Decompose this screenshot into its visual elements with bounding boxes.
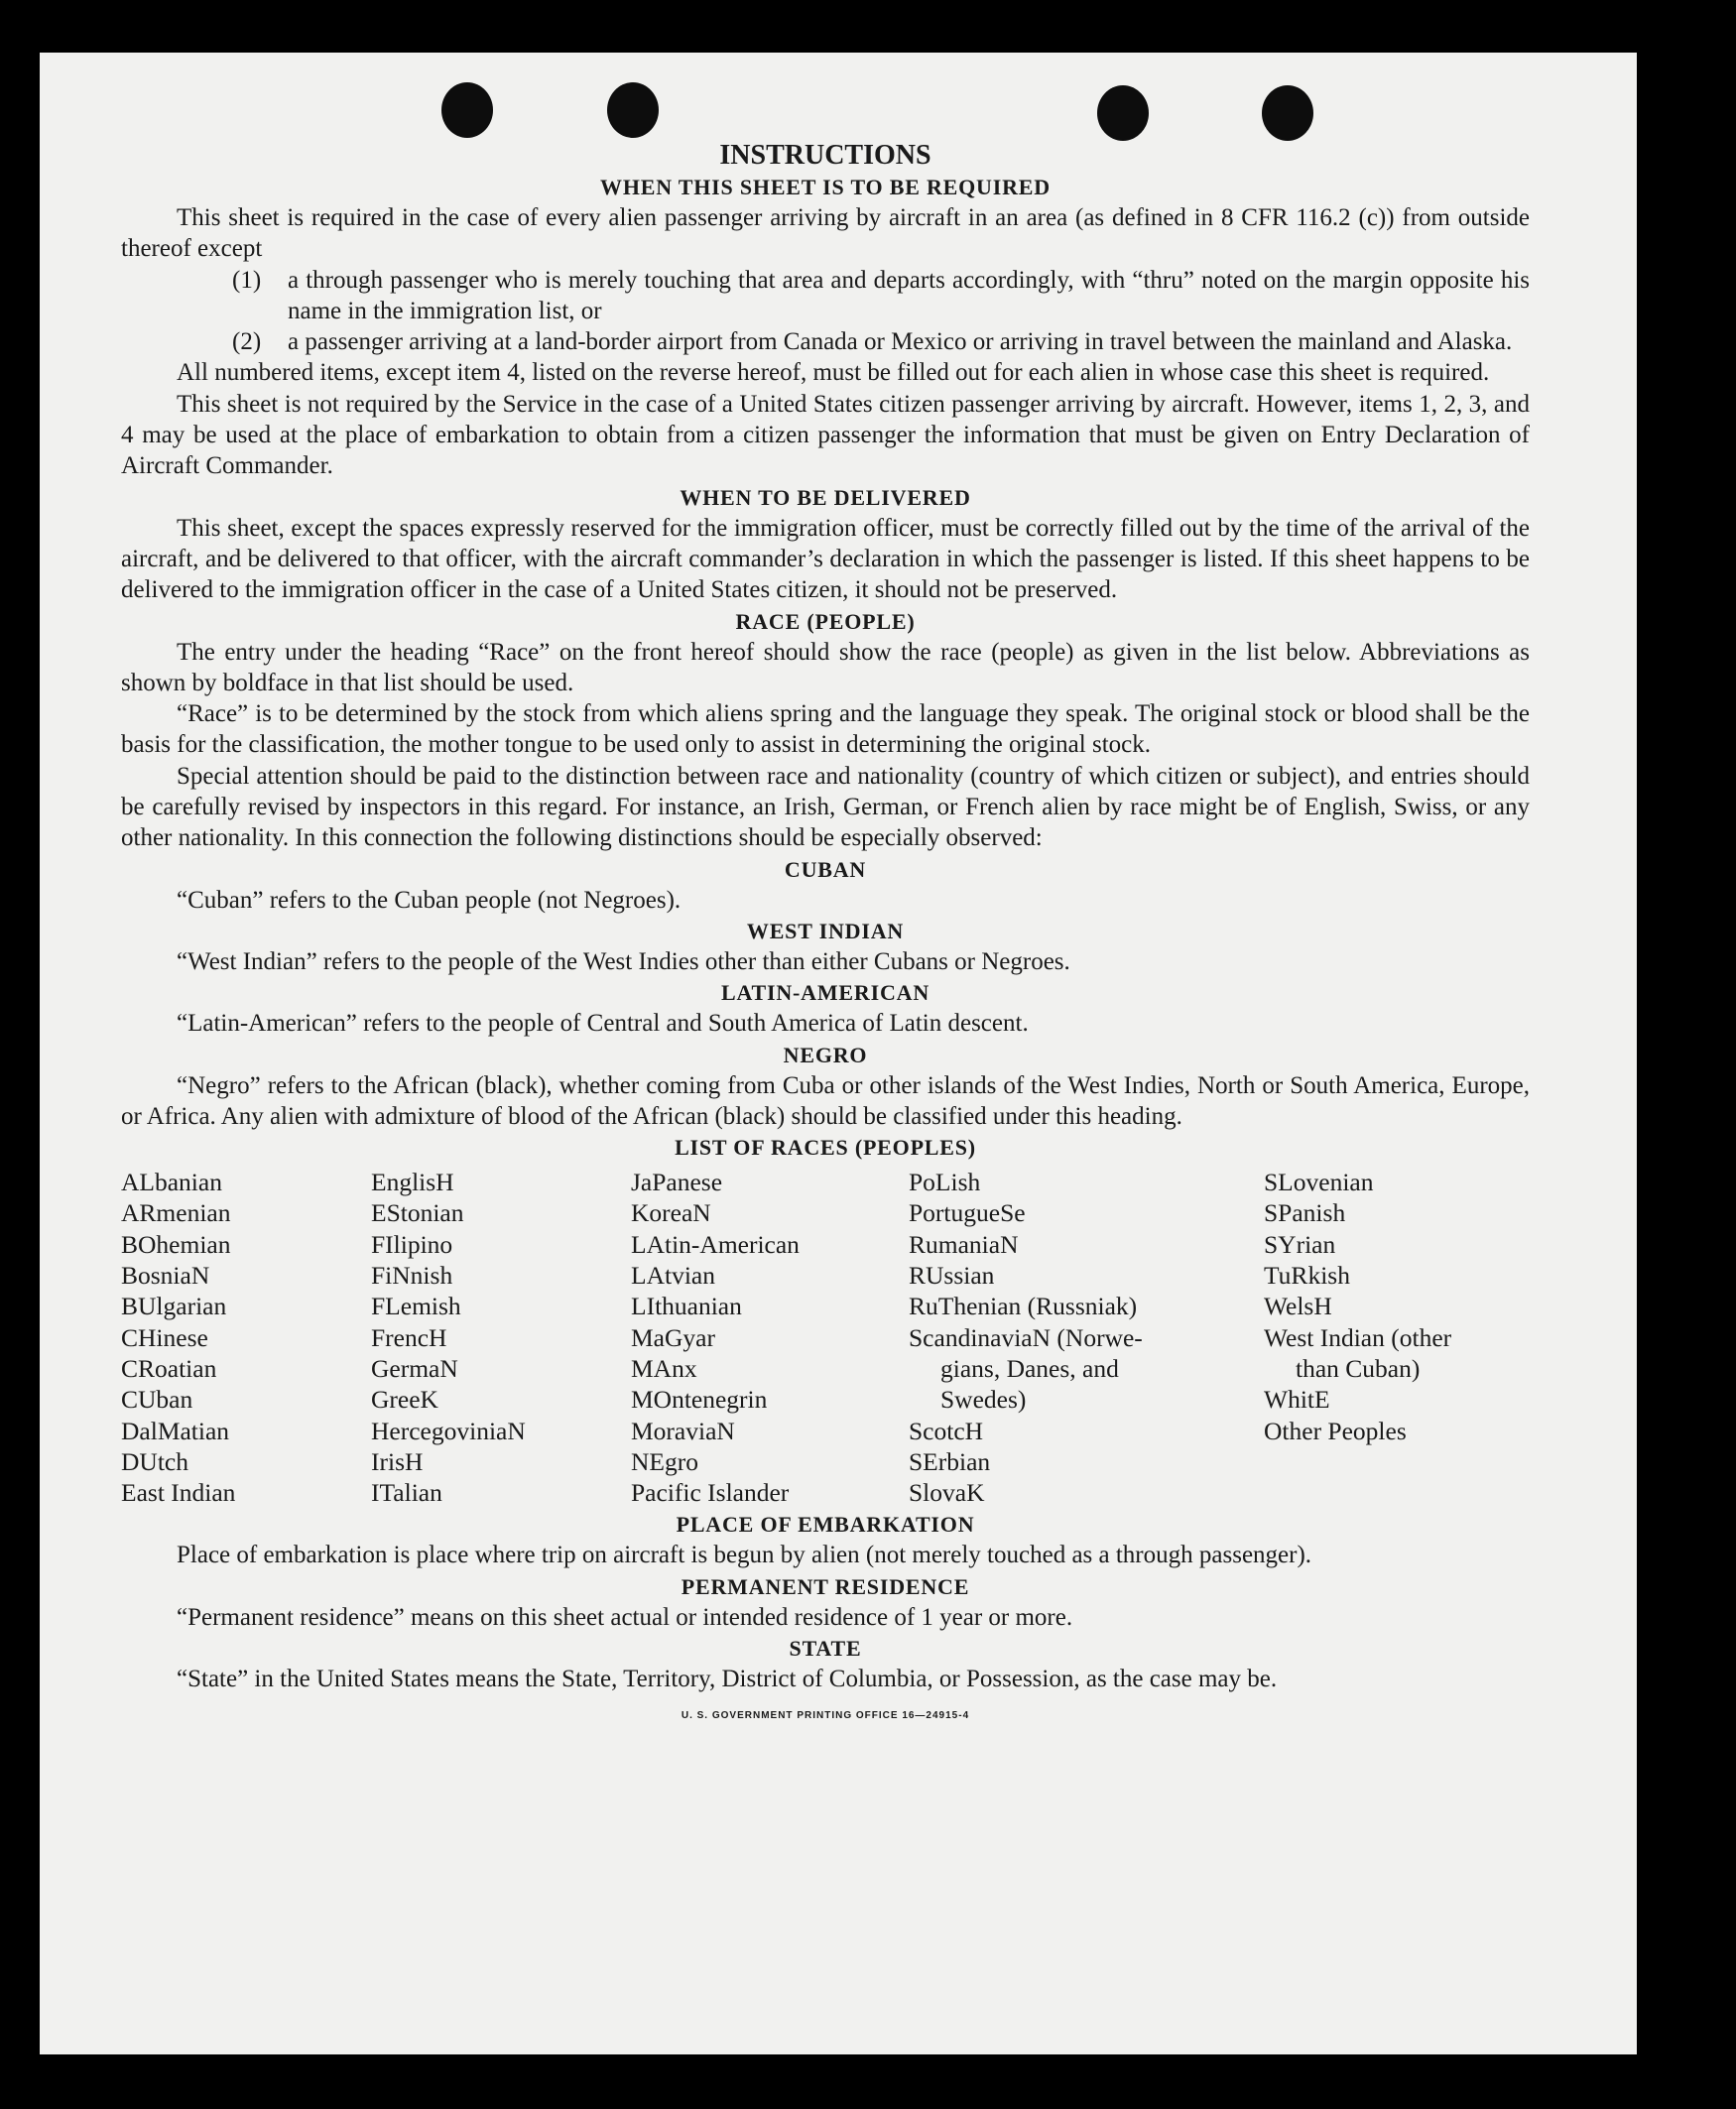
heading-permanent-residence: PERMANENT RESIDENCE [681, 1573, 970, 1599]
paragraph: “Race” is to be determined by the stock from which aliens spring and the language they speak. The original stock or blood shall be the basis for the classification, the mother tongue to be used only to assist in determining the original stock. [121, 700, 1530, 759]
race-entry: RUssian [909, 1261, 995, 1291]
heading-when-required: WHEN THIS SHEET IS TO BE REQUIRED [600, 175, 1051, 199]
heading-cuban: CUBAN [784, 856, 867, 882]
punch-hole [607, 82, 659, 138]
paragraph: All numbered items, except item 4, listed on the reverse hereof, must be filled out for each alien in whose case this sheet is required. [177, 359, 1490, 387]
paragraph: “West Indian” refers to the people of the West Indies other than either Cubans or Negroes. [177, 947, 1070, 975]
race-entry: ARmenian [121, 1198, 231, 1228]
race-entry: MaGyar [631, 1322, 715, 1352]
heading-list-of-races: LIST OF RACES (PEOPLES) [675, 1135, 976, 1161]
race-entry: KoreaN [631, 1198, 711, 1228]
race-entry: MoraviaN [631, 1416, 735, 1445]
race-entry: Swedes) [940, 1385, 1027, 1415]
race-entry: IrisH [371, 1446, 424, 1476]
race-entry: SYrian [1264, 1229, 1336, 1259]
list-item [121, 326, 1530, 357]
race-column [909, 1167, 1264, 1508]
race-column [631, 1167, 909, 1508]
race-entry: West Indian (other [1264, 1322, 1452, 1352]
heading-negro: NEGRO [783, 1042, 868, 1067]
list-item [121, 265, 1530, 327]
paragraph: “State” in the United States means the State, Territory, District of Columbia, or Possession, as the case may be. [177, 1665, 1278, 1692]
race-entry: BUlgarian [121, 1292, 227, 1321]
item-text: a passenger arriving at a land-border airport from Canada or Mexico or arriving in travel between the mainland and Alaska. [288, 328, 1513, 356]
race-entry: SErbian [909, 1446, 991, 1476]
instruction-sheet [40, 53, 1637, 2054]
race-entry: WelsH [1264, 1292, 1332, 1321]
race-entry: FLemish [371, 1292, 461, 1321]
page-title: INSTRUCTIONS [719, 140, 931, 171]
race-entry: CRoatian [121, 1353, 217, 1383]
race-entry: ScotcH [909, 1416, 984, 1445]
race-entry: than Cuban) [1296, 1353, 1421, 1383]
race-entry: JaPanese [631, 1168, 723, 1197]
race-entry: SPanish [1264, 1198, 1346, 1228]
race-entry: BosniaN [121, 1261, 210, 1291]
race-entry: TuRkish [1264, 1261, 1350, 1291]
race-entry: DUtch [121, 1446, 188, 1476]
paragraph: “Cuban” refers to the Cuban people (not Negroes). [177, 886, 682, 914]
race-entry: WhitE [1264, 1385, 1330, 1415]
paragraph: This sheet is not required by the Service in the case of a United States citizen passenger arriving by aircraft. However, items 1, 2, 3, and 4 may be used at the place of embarkation to obtain from a citizen passenger the information that must be given on Entry Declaration of Aircraft Commander. [121, 390, 1530, 480]
race-entry: NEgro [631, 1446, 698, 1476]
race-entry: ALbanian [121, 1168, 222, 1197]
punch-hole [441, 82, 493, 138]
race-column [371, 1167, 631, 1508]
heading-race: RACE (PEOPLE) [735, 608, 916, 634]
race-entry: HercegoviniaN [371, 1416, 526, 1445]
race-entry: Other Peoples [1264, 1416, 1407, 1445]
race-entry: FiNnish [371, 1261, 453, 1291]
paragraph: “Latin-American” refers to the people of Central and South America of Latin descent. [177, 1010, 1029, 1038]
race-entry: DalMatian [121, 1416, 230, 1445]
paragraph: The entry under the heading “Race” on the front hereof should show the race (people) as given in the list below. Abbreviations as shown by boldface in that list should be used. [121, 638, 1530, 696]
race-entry: MOntenegrin [631, 1385, 768, 1415]
race-entry: gians, Danes, and [940, 1353, 1119, 1383]
race-entry: RumaniaN [909, 1229, 1019, 1259]
heading-embarkation: PLACE OF EMBARKATION [676, 1512, 975, 1538]
race-entry: LAtvian [631, 1261, 715, 1291]
race-entry: MAnx [631, 1353, 697, 1383]
race-entry: FIlipino [371, 1229, 453, 1259]
race-entry: ScandinaviaN (Norwe- [909, 1322, 1143, 1352]
race-entry: PortugueSe [909, 1198, 1026, 1228]
printer-imprint: U. S. GOVERNMENT PRINTING OFFICE 16—24915-4 [681, 1710, 970, 1722]
race-entry: EnglisH [371, 1168, 454, 1197]
instructions-body [121, 140, 1530, 1721]
race-entry: EStonian [371, 1198, 464, 1228]
race-entry: East Indian [121, 1478, 236, 1508]
paragraph: This sheet, except the spaces expressly reserved for the immigration officer, must be correctly filled out by the time of the arrival of the aircraft, and be delivered to that officer, with the aircraft commander’s declaration in which the passenger is listed. If this sheet happens to be delivered to the immigration officer in the case of a United States citizen, it should not be preserved. [121, 514, 1530, 604]
race-entry: ITalian [371, 1478, 442, 1508]
race-entry: GreeK [371, 1385, 438, 1415]
paragraph: “Negro” refers to the African (black), whether coming from Cuba or other islands of the West Indies, North or South America, Europe, or Africa. Any alien with admixture of blood of the African (black) should be classified under this heading. [121, 1071, 1530, 1130]
heading-state: STATE [789, 1635, 862, 1661]
race-entry: RuThenian (Russniak) [909, 1292, 1138, 1321]
punch-hole [1097, 85, 1149, 141]
paragraph: Special attention should be paid to the distinction between race and nationality (country of which citizen or subject), and entries should be carefully revised by inspectors in this regard. For instance, an Irish, German, or French alien by race might be of English, Swiss, or any other nationality. In this connection the following distinctions should be especially observed: [121, 762, 1530, 852]
heading-when-delivered: WHEN TO BE DELIVERED [680, 484, 971, 510]
paragraph: “Permanent residence” means on this sheet actual or intended residence of 1 year or more. [177, 1603, 1073, 1631]
item-number: (2) [232, 328, 262, 356]
race-entry: CHinese [121, 1322, 208, 1352]
punch-hole [1262, 85, 1313, 141]
item-text: a through passenger who is merely touching that area and departs accordingly, with “thru” noted on the margin opposite his name in the immigration list, or [288, 266, 1530, 324]
race-entry: LAtin-American [631, 1229, 800, 1259]
race-column [121, 1167, 371, 1508]
race-entry: CUban [121, 1385, 193, 1415]
race-entry: GermaN [371, 1353, 458, 1383]
race-entry: FrencH [371, 1322, 447, 1352]
race-entry: LIthuanian [631, 1292, 742, 1321]
race-list [121, 1167, 1530, 1508]
race-column [1264, 1167, 1530, 1508]
race-entry: BOhemian [121, 1229, 231, 1259]
item-number: (1) [232, 266, 262, 294]
race-entry: PoLish [909, 1168, 981, 1197]
race-entry: Pacific Islander [631, 1478, 790, 1508]
heading-west-indian: WEST INDIAN [746, 918, 905, 943]
race-entry: SlovaK [909, 1478, 985, 1508]
paragraph: This sheet is required in the case of every alien passenger arriving by aircraft in an area (as defined in 8 CFR 116.2 (c)) from outside thereof except [121, 204, 1530, 263]
paragraph: Place of embarkation is place where trip on aircraft is begun by alien (not merely touched as a through passenger). [177, 1542, 1312, 1569]
race-entry: SLovenian [1264, 1168, 1374, 1197]
heading-latin-american: LATIN-AMERICAN [720, 980, 930, 1006]
